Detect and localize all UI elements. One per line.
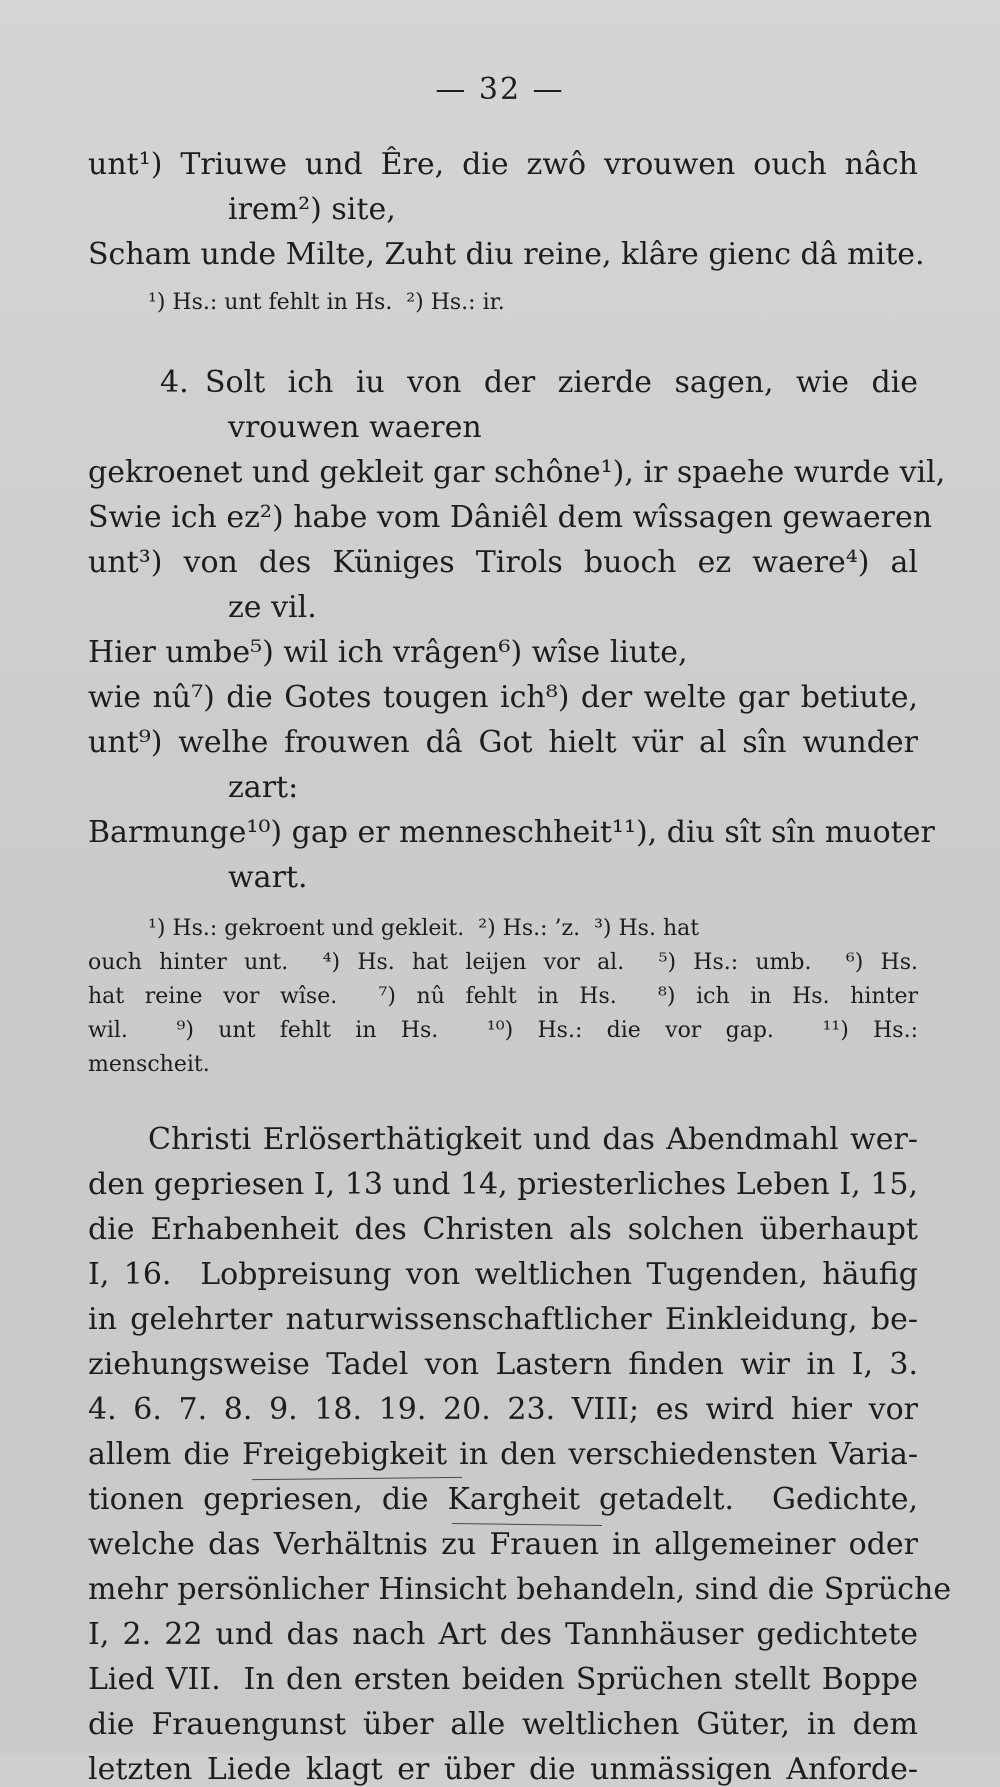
verse-line: Hier umbe⁵) wil ich vrâgen⁶) wîse liute, <box>88 635 688 670</box>
prose-line: letzten Liede klagt er über die unmässigen Anforde- <box>88 1752 918 1787</box>
prose-line: welche das Verhältnis zu Frauen in allgemeiner oder <box>88 1527 918 1562</box>
prose-line: in gelehrter naturwissenschaftlicher Einkleidung, be- <box>88 1302 918 1337</box>
verse-line: wart. <box>228 860 308 895</box>
prose-line: tionen gepriesen, die Kargheit getadelt. Gedichte, <box>88 1482 918 1517</box>
verse-line: gekroenet und gekleit gar schône¹), ir spaehe wurde vil, <box>88 455 946 490</box>
footnote-line: ¹) Hs.: unt fehlt in Hs. ²) Hs.: ir. <box>148 290 505 315</box>
prose-line: den gepriesen I, 13 und 14, priesterliches Leben I, 15, <box>88 1167 918 1202</box>
verse-line: vrouwen waeren <box>228 410 482 445</box>
footnote-line: hat reine vor wîse. ⁷) nû fehlt in Hs. ⁸) ich in Hs. hinter <box>88 984 918 1009</box>
footnote-line: menscheit. <box>88 1052 210 1077</box>
verse-line: wie nû⁷) die Gotes tougen ich⁸) der welte gar betiute, <box>88 680 918 715</box>
prose-line: Christi Erlöserthätigkeit und das Abendmahl wer- <box>148 1122 918 1157</box>
verse-line: Swie ich ez²) habe vom Dâniêl dem wîssagen gewaeren <box>88 500 933 535</box>
verse-line: ze vil. <box>228 590 317 625</box>
footnote-line: ¹) Hs.: gekroent und gekleit. ²) Hs.: ’z. ³) Hs. hat <box>148 916 700 941</box>
verse-line: Barmunge¹⁰) gap er menneschheit¹¹), diu sît sîn muoter <box>88 815 935 850</box>
page-number: — 32 — <box>435 72 565 107</box>
verse-line: unt⁹) welhe frouwen dâ Got hielt vür al sîn wunder <box>88 725 918 760</box>
footnote-line: ouch hinter unt. ⁴) Hs. hat leijen vor al. ⁵) Hs.: umb. ⁶) Hs. <box>88 950 918 975</box>
prose-line: 4. 6. 7. 8. 9. 18. 19. 20. 23. VIII; es wird hier vor <box>88 1392 918 1427</box>
verse-line: Solt ich iu von der zierde sagen, wie die <box>205 365 918 400</box>
stanza-number: 4. <box>160 365 189 400</box>
prose-line: mehr persönlicher Hinsicht behandeln, sind die Sprüche <box>88 1572 952 1607</box>
pencil-underline-kargheit <box>452 1523 602 1526</box>
prose-line: ziehungsweise Tadel von Lastern finden wir in I, 3. <box>88 1347 918 1382</box>
verse-line: zart: <box>228 770 299 805</box>
prose-line: I, 2. 22 und das nach Art des Tannhäuser gedichtete <box>88 1617 918 1652</box>
prose-line: Lied VII. In den ersten beiden Sprüchen stellt Boppe <box>88 1662 918 1697</box>
prose-line: I, 16. Lobpreisung von weltlichen Tugenden, häufig <box>88 1257 918 1292</box>
pencil-underline-freigebigkeit <box>252 1477 462 1480</box>
verse-line: unt¹) Triuwe und Êre, die zwô vrouwen ouch nâch <box>88 147 918 182</box>
prose-line: allem die Freigebigkeit in den verschiedensten Varia- <box>88 1437 918 1472</box>
prose-line: die Erhabenheit des Christen als solchen überhaupt <box>88 1212 918 1247</box>
verse-line: Scham unde Milte, Zuht diu reine, klâre gienc dâ mite. <box>88 237 925 272</box>
prose-line: die Frauengunst über alle weltlichen Güter, in dem <box>88 1707 918 1742</box>
verse-line: irem²) site, <box>228 192 396 227</box>
verse-line: unt³) von des Küniges Tirols buoch ez waere⁴) al <box>88 545 918 580</box>
footnote-line: wil. ⁹) unt fehlt in Hs. ¹⁰) Hs.: die vor gap. ¹¹) Hs.: <box>88 1018 918 1043</box>
